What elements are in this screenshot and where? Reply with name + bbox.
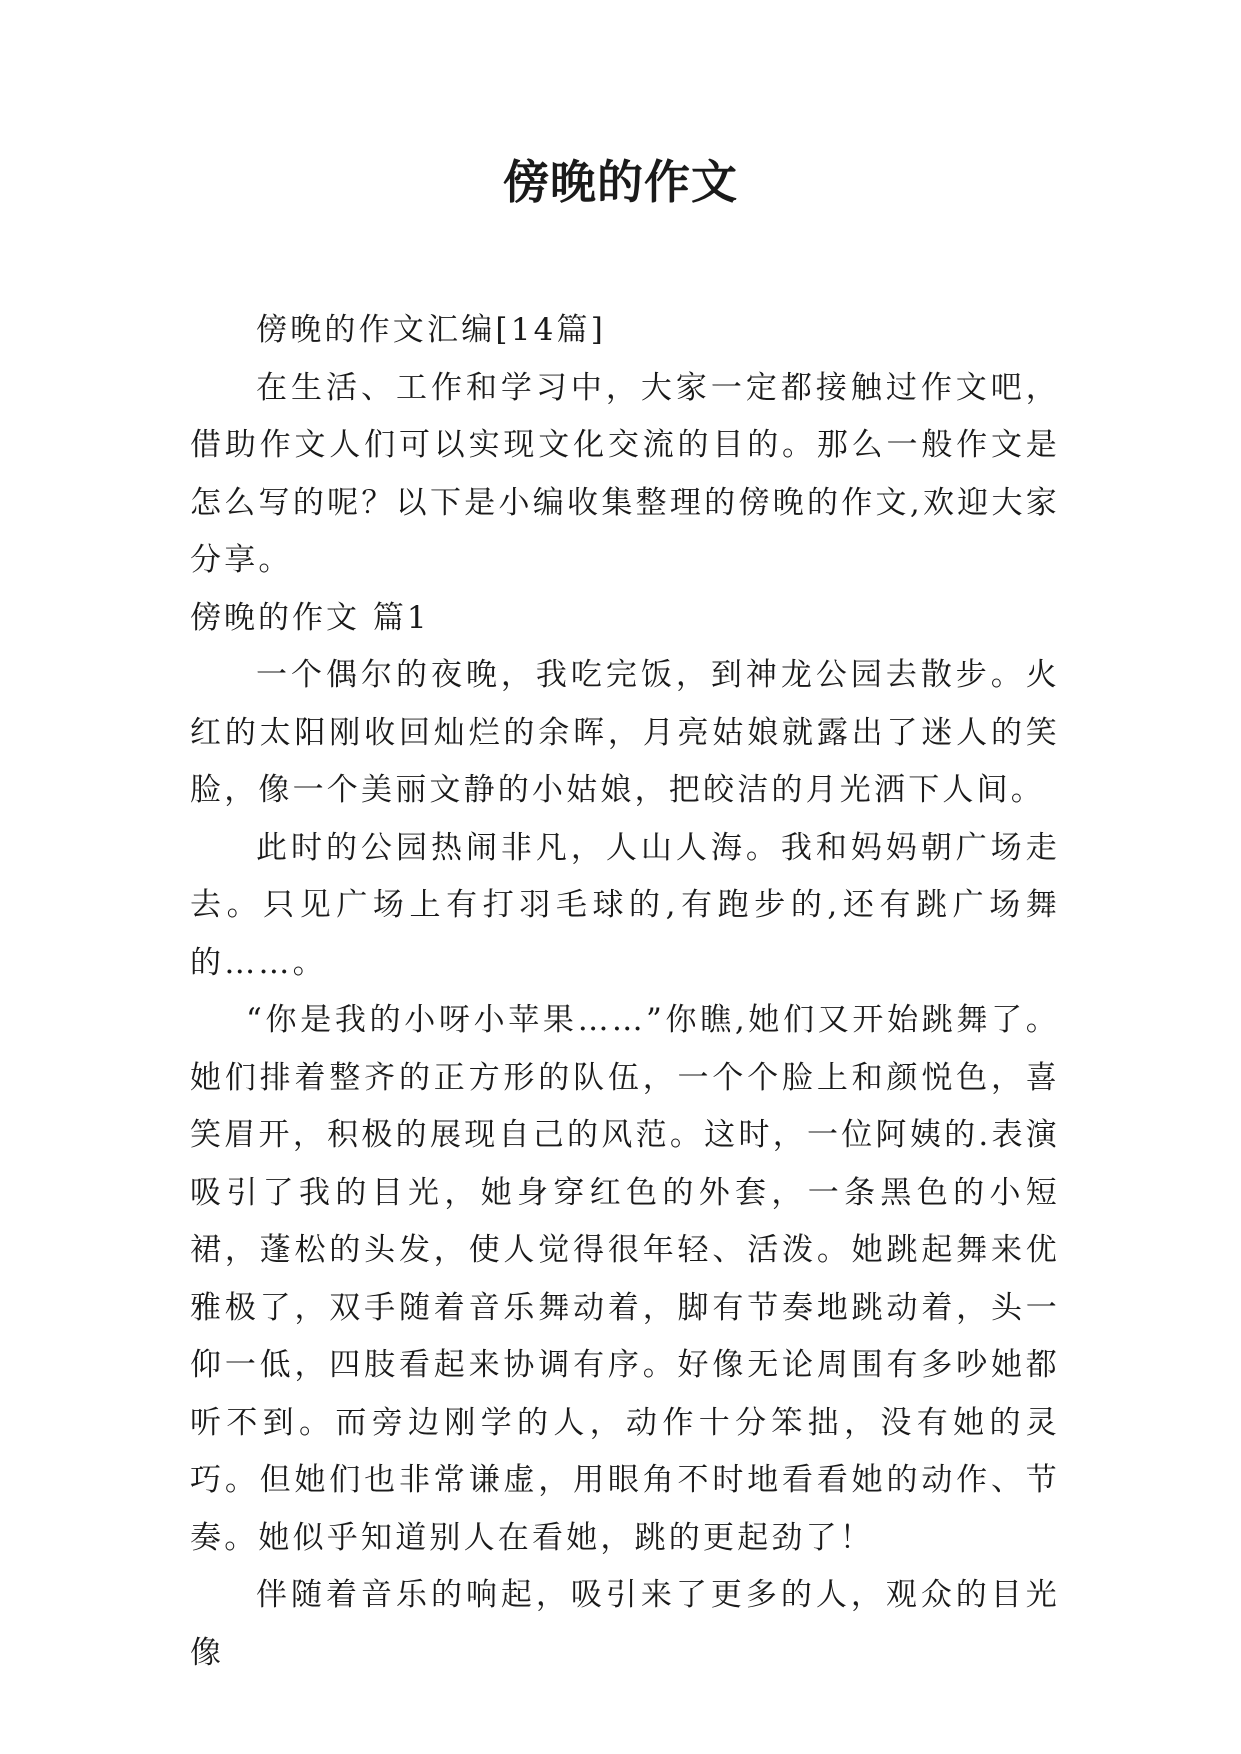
- section1-paragraph-3: “你是我的小呀小苹果……”你瞧,她们又开始跳舞了。她们排着整齐的正方形的队伍，一个个脸上和颜悦色，喜笑眉开，积极的展现自己的风范。这时，一位阿姨的.表演吸引了我的目光，她身穿红色的外套，一条黑色的小短裙，蓬松的头发，使人觉得很年轻、活泼。她跳起舞来优雅极了，双手随着音乐舞动着，脚有节奏地跳动着，头一仰一低，四肢看起来协调有序。好像无论周围有多吵她都听不到。而旁边刚学的人，动作十分笨拙，没有她的灵巧。但她们也非常谦虚，用眼角不时地看看她的动作、节奏。她似乎知道别人在看她，跳的更起劲了！: [190, 1002, 1060, 1556]
- document-body: [190, 302, 1060, 1682]
- section1-paragraph-1: 一个偶尔的夜晚，我吃完饭，到神龙公园去散步。火红的太阳刚收回灿烂的余晖，月亮姑娘就露出了迷人的笑脸，像一个美丽文静的小姑娘，把皎洁的月光洒下人间。: [190, 657, 1060, 808]
- intro-paragraph: 在生活、工作和学习中，大家一定都接触过作文吧，借助作文人们可以实现文化交流的目的。那么一般作文是怎么写的呢？以下是小编收集整理的傍晚的作文,欢迎大家分享。: [190, 369, 1060, 578]
- section1-paragraph-4: 伴随着音乐的响起，吸引来了更多的人，观众的目光像: [190, 1577, 1060, 1671]
- collection-line: 傍晚的作文汇编[14篇]: [256, 312, 607, 348]
- section1-paragraph-2: 此时的公园热闹非凡，人山人海。我和妈妈朝广场走去。只见广场上有打羽毛球的,有跑步的,还有跳广场舞的……。: [190, 829, 1060, 981]
- section-heading: 傍晚的作文 篇1: [190, 599, 430, 636]
- document-title: 傍晚的作文: [503, 155, 738, 209]
